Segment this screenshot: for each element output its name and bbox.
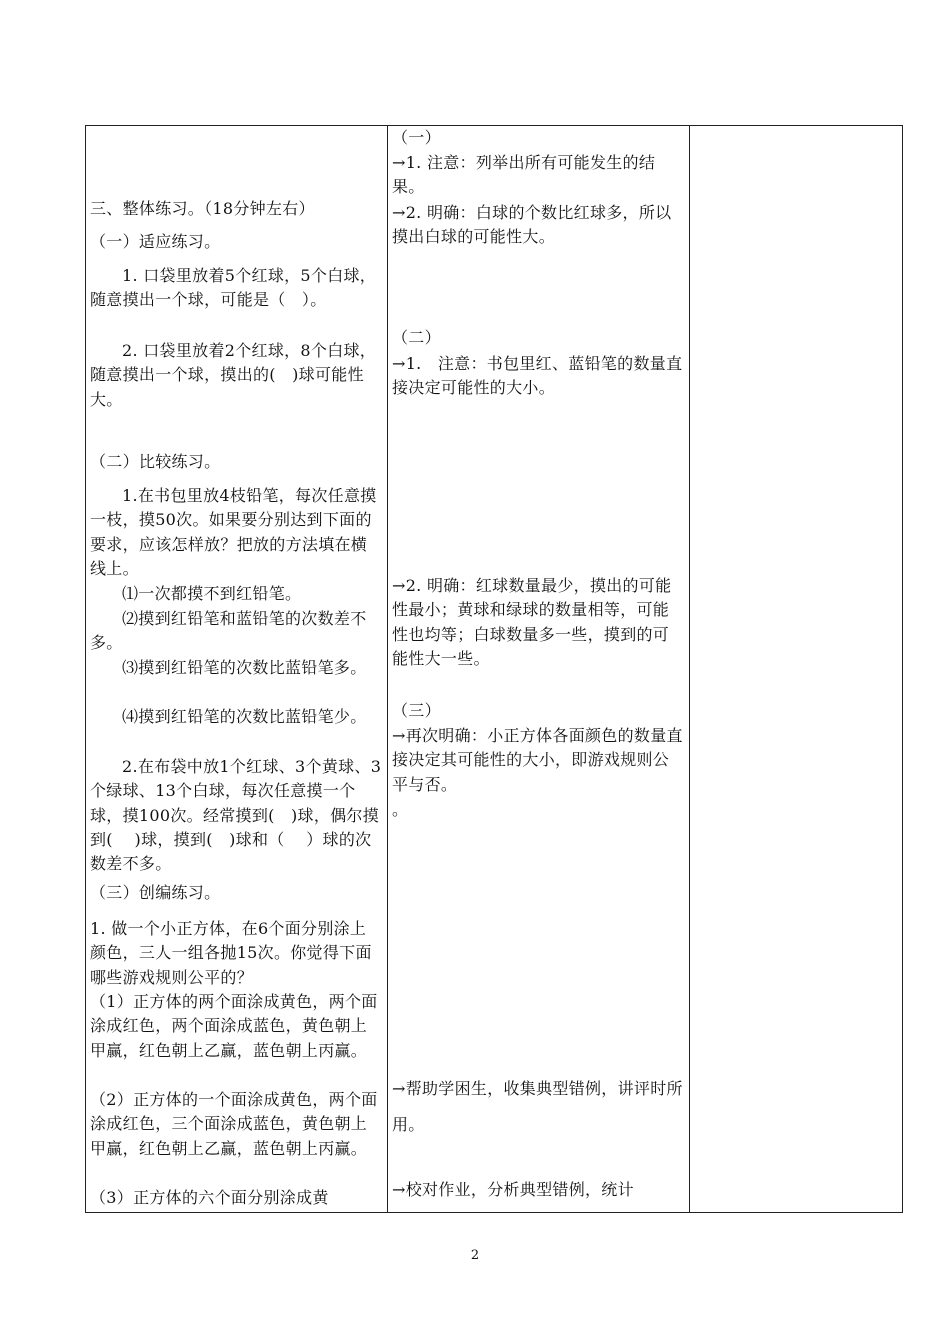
part2-item-1: ⑴一次都摸不到红铅笔。 [122,584,302,603]
part3-rule-3: （3）正方体的六个面分别涂成黄 [90,1188,329,1207]
part2-item-4: ⑷摸到红铅笔的次数比蓝铅笔少。 [122,707,367,726]
note-1: →1. 注意：列举出所有可能发生的结果。 [392,153,656,197]
page-number: 2 [470,1248,480,1263]
part2-heading: （二）比较练习。 [90,452,221,471]
empty-column [692,126,900,1212]
note-5: →再次明确：小正方体各面颜色的数量直接决定其可能性的大小，即游戏规则公平与否。 [392,726,683,794]
teaching-content-column [90,126,382,1212]
part2-question-2: 2.在布袋中放1个红球、3个黄球、3个绿球、13个白球，每次任意摸一个球，摸100次。经常摸到( )球，偶尔摸到( )球，摸到( )球和（ ）球的次数差不多。 [90,757,382,874]
part2-question-1: 1.在书包里放4枝铅笔，每次任意摸一枝，摸50次。如果要分别达到下面的要求，应该怎样放？把放的方法填在横线上。 [90,486,377,578]
part3-question-1: 1. 做一个小正方体，在6个面分别涂上颜色，三人一组各抛15次。你觉得下面哪些游戏规则公平的？ [90,919,372,987]
note-6: →帮助学困生，收集典型错例，讲评时所用。 [392,1079,683,1134]
notes-part1-heading: （一） [392,128,441,147]
part3-heading: （三）创编练习。 [90,883,221,902]
note-7: →校对作业，分析典型错例，统计 [392,1180,634,1199]
note-3: →1. 注意：书包里红、蓝铅笔的数量直接决定可能性的大小。 [392,354,683,398]
part2-item-2: ⑵摸到红铅笔和蓝铅笔的次数差不多。 [90,609,367,653]
notes-part3-heading: （三） [392,701,441,720]
part3-rule-1: （1）正方体的两个面涂成黄色，两个面涂成红色，两个面涂成蓝色，黄色朝上甲赢，红色朝上乙赢，蓝色朝上丙赢。 [90,992,378,1060]
part2-item-3: ⑶摸到红铅笔的次数比蓝铅笔多。 [122,658,367,677]
part3-rule-2: （2）正方体的一个面涂成黄色，两个面涂成红色，三个面涂成蓝色，黄色朝上甲赢，红色朝上乙赢，蓝色朝上丙赢。 [90,1090,378,1158]
part1-question-2: 2. 口袋里放着2个红球，8个白球，随意摸出一个球，摸出的( )球可能性大。 [90,341,377,409]
note-2: →2. 明确：白球的个数比红球多，所以摸出白球的可能性大。 [392,203,672,247]
teaching-notes-column [392,126,684,1212]
notes-part2-heading: （二） [392,328,441,347]
part1-question-1: 1. 口袋里放着5个红球，5个白球，随意摸出一个球，可能是（ ）。 [90,266,377,310]
column-divider [689,126,690,1212]
section-title: 三、整体练习。（18分钟左右） [90,199,315,218]
part1-heading: （一）适应练习。 [90,232,221,251]
column-divider [387,126,388,1212]
note-5-tail: 。 [392,800,409,819]
lesson-plan-table [85,125,903,1213]
note-4: →2. 明确：红球数量最少，摸出的可能性最小；黄球和绿球的数量相等，可能性也均等；白球数量多一些，摸到的可能性大一些。 [392,576,672,668]
